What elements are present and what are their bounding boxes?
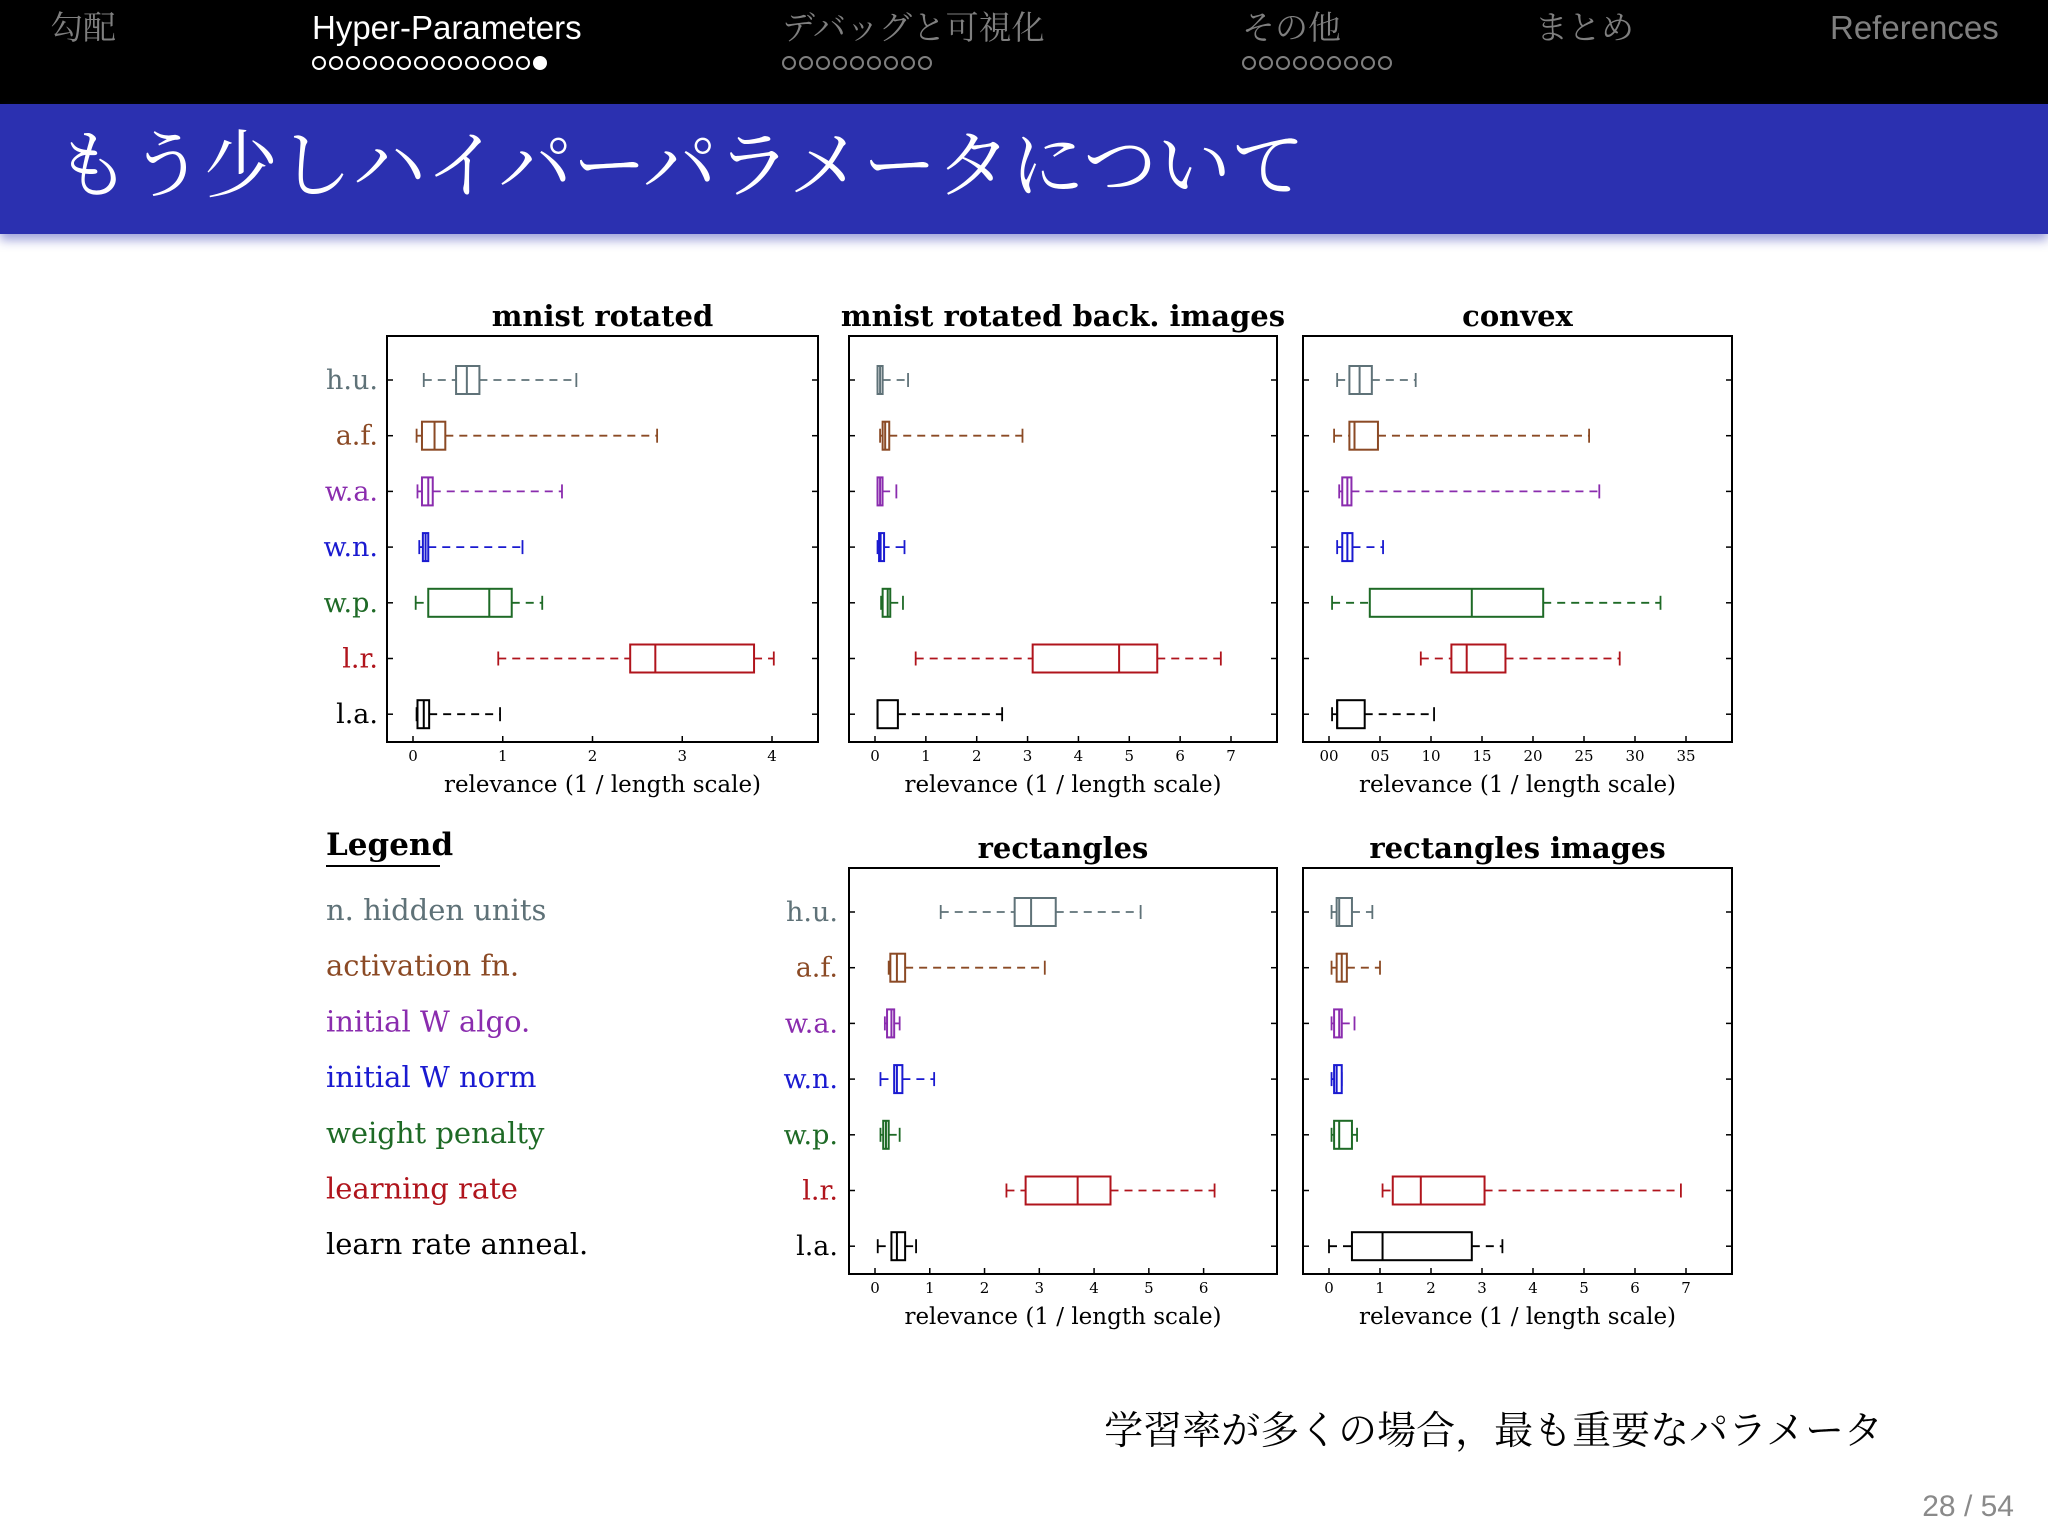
box-la [1332,700,1434,728]
iqr-box [428,589,511,617]
chart-xlabel: relevance (1 / length scale) [443,772,762,798]
x-tick-label: 15 [1472,747,1492,765]
box-hu [941,898,1141,926]
chart-frame [849,868,1277,1274]
x-tick-label: 5 [1144,1279,1154,1297]
legend-item: n. hidden units [326,893,547,927]
iqr-box [1370,589,1543,617]
x-tick-label: 0 [408,747,418,765]
box-lr [1006,1177,1214,1205]
box-lr [1421,645,1620,673]
iqr-box [883,589,891,617]
box-wn [1332,1065,1342,1093]
iqr-box [878,700,898,728]
iqr-box [1334,1121,1352,1149]
category-label: l.a. [796,1231,838,1263]
category-label: w.p. [783,1119,838,1151]
x-tick-label: 1 [921,747,931,765]
slide-title: もう少しハイパーパラメータについて [56,123,1306,209]
box-la [878,1232,916,1260]
category-label: l.a. [336,699,378,731]
iqr-box [1026,1177,1111,1205]
category-label: h.u. [326,365,378,396]
chart-panel-2 [1303,299,1732,798]
box-wp [881,589,903,617]
x-tick-label: 1 [1375,1279,1385,1297]
nav-section-label[interactable]: まとめ [1535,9,1634,46]
box-wn [419,533,522,561]
legend-item: weight penalty [326,1115,545,1150]
category-label: h.u. [786,897,838,928]
legend-item: activation fn. [326,948,520,983]
x-tick-label: 00 [1319,747,1339,765]
x-tick-label: 7 [1226,747,1236,765]
chart-title: convex [1462,299,1573,333]
box-hu [878,366,909,394]
x-tick-label: 0 [870,1279,880,1297]
x-tick-label: 7 [1681,1279,1691,1297]
chart-title: mnist rotated [491,299,714,333]
legend [326,827,588,1261]
iqr-box [1033,645,1158,673]
x-tick-label: 4 [1089,1279,1099,1297]
legend-item: learning rate [326,1171,518,1206]
box-wa [885,1009,900,1037]
chart-xlabel: relevance (1 / length scale) [1358,772,1677,798]
box-wa [417,477,561,505]
x-tick-label: 4 [1528,1279,1538,1297]
iqr-box [1337,700,1365,728]
x-tick-label: 10 [1421,747,1441,765]
x-tick-label: 6 [1198,1279,1209,1297]
chart-frame [387,336,818,742]
x-tick-label: 2 [1426,1279,1436,1297]
chart-frame [1303,336,1732,742]
chart-xlabel: relevance (1 / length scale) [1358,1304,1677,1330]
box-la [417,700,500,728]
box-lr [1383,1177,1681,1205]
box-lr [498,645,774,673]
nav-section-label[interactable]: Hyper-Parameters [312,9,582,46]
box-la [878,700,1003,728]
box-wp [1332,589,1660,617]
box-wp [880,1121,899,1149]
box-wa [878,477,897,505]
box-wp [416,589,543,617]
x-tick-label: 1 [924,1279,935,1297]
chart-panel-0 [324,299,818,798]
chart-frame [1303,868,1732,1274]
category-label: l.r. [342,643,378,675]
x-tick-label: 6 [1175,747,1185,765]
chart-title: mnist rotated back. images [840,299,1286,333]
category-label: w.a. [784,1008,838,1040]
x-tick-label: 6 [1630,1279,1640,1297]
box-af [417,422,658,450]
category-label: w.p. [323,587,378,619]
box-lr [916,645,1221,673]
box-wn [880,1065,934,1093]
chart-frame [849,336,1277,742]
x-tick-label: 3 [1477,1279,1487,1297]
iqr-box [891,1232,905,1260]
category-label: w.n. [783,1064,838,1096]
box-wp [1332,1121,1358,1149]
nav-section-label[interactable]: 勾配 [50,9,116,46]
legend-item: initial W norm [326,1060,537,1095]
iqr-box [1393,1177,1485,1205]
category-label: a.f. [335,420,378,452]
x-tick-label: 30 [1625,747,1645,765]
legend-item: initial W algo. [326,1004,531,1039]
iqr-box [1015,898,1056,926]
box-la [1329,1232,1502,1260]
category-label: a.f. [795,952,838,984]
iqr-box [1352,1232,1472,1260]
box-hu [424,366,577,394]
box-af [1334,422,1589,450]
nav-section-label[interactable]: その他 [1242,9,1341,46]
iqr-box [1451,645,1505,673]
x-tick-label: 35 [1676,747,1696,765]
box-wn [1337,533,1383,561]
nav-section-label[interactable]: References [1830,9,1999,46]
iqr-box [1334,1065,1342,1093]
x-tick-label: 2 [971,747,982,765]
box-hu [1337,366,1416,394]
page-number: 28 / 54 [1922,1490,2014,1523]
legend-title: Legend [326,827,454,863]
slide-caption: 学習率が多くの場合，最も重要なパラメータ [1104,1409,1883,1454]
x-tick-label: 1 [497,747,508,765]
category-label: w.n. [323,532,378,564]
x-tick-label: 5 [1579,1279,1589,1297]
category-label: w.a. [324,476,378,508]
iqr-box [1334,1009,1342,1037]
box-hu [1332,898,1373,926]
nav-section-label[interactable]: デバッグと可視化 [782,9,1045,46]
x-tick-label: 4 [767,747,777,765]
x-tick-label: 0 [870,747,880,765]
x-tick-label: 2 [587,747,598,765]
chart-xlabel: relevance (1 / length scale) [904,1304,1222,1330]
x-tick-label: 20 [1523,747,1543,765]
x-tick-label: 25 [1574,747,1594,765]
box-af [889,954,1045,982]
box-af [1332,954,1380,982]
box-wa [1339,477,1599,505]
box-af [880,422,1022,450]
x-tick-label: 2 [979,1279,990,1297]
chart-xlabel: relevance (1 / length scale) [904,772,1222,798]
box-wn [878,533,905,561]
category-label: l.r. [802,1175,838,1207]
x-tick-label: 05 [1370,747,1390,765]
chart-panel-3 [784,831,1277,1330]
box-wa [1332,1009,1355,1037]
x-tick-label: 0 [1324,1279,1334,1297]
chart-title: rectangles images [1369,831,1666,865]
x-tick-label: 3 [677,747,688,765]
x-tick-label: 3 [1022,747,1033,765]
x-tick-label: 5 [1124,747,1135,765]
legend-item: learn rate anneal. [326,1227,589,1262]
chart-panel-1 [841,299,1285,798]
chart-panel-4 [1303,831,1732,1330]
iqr-box [894,1065,902,1093]
iqr-box [630,645,754,673]
chart-title: rectangles [977,831,1149,865]
x-tick-label: 3 [1034,1279,1045,1297]
x-tick-label: 4 [1073,747,1084,765]
iqr-box [1349,366,1371,394]
